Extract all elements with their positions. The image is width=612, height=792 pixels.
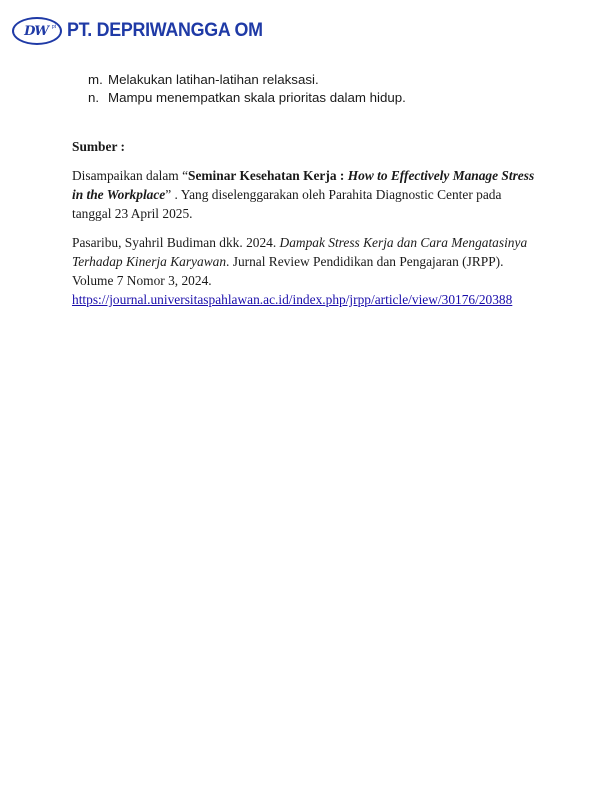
list-item bbox=[88, 89, 406, 107]
seminar-topic: How to Effectively Manage Stress in the Workplace bbox=[72, 168, 535, 202]
list-item-text: Mampu menempatkan skala prioritas dalam hidup. bbox=[108, 90, 406, 105]
journal-article-title: Dampak Stress Kerja dan Cara Mengatasinya Terhadap Kinerja Karyawan bbox=[72, 235, 528, 269]
list-item bbox=[88, 71, 406, 89]
sources-heading: Sumber : bbox=[72, 139, 125, 154]
seminar-details: . Yang diselenggarakan oleh Parahita Diagnostic Center pada tanggal 23 April 2025. bbox=[72, 187, 502, 221]
seminar-name: Seminar Kesehatan Kerja : bbox=[188, 168, 348, 183]
seminar-quote-close: ” bbox=[165, 187, 175, 202]
company-logo bbox=[12, 17, 62, 45]
source-journal bbox=[72, 233, 542, 309]
company-name: PT. DEPRIWANGGA OM bbox=[67, 20, 263, 41]
page-header bbox=[12, 15, 275, 47]
seminar-lead: Disampaikan dalam “ bbox=[72, 168, 189, 183]
list-marker: m. bbox=[88, 72, 103, 87]
journal-authors: Pasaribu, Syahril Budiman dkk. 2024. bbox=[72, 235, 280, 250]
journal-url-link[interactable]: https://journal.universitaspahlawan.ac.id/index.php/jrpp/article/view/30176/20388 bbox=[72, 292, 513, 307]
logo-mark: pt bbox=[51, 24, 56, 30]
journal-details: . Jurnal Review Pendidikan dan Pengajaran (JRPP). Volume 7 Nomor 3, 2024. bbox=[72, 254, 504, 288]
list-marker: n. bbox=[88, 90, 100, 105]
logo-text: DW bbox=[24, 23, 48, 39]
source-seminar bbox=[72, 166, 542, 223]
list-item-text: Melakukan latihan-latihan relaksasi. bbox=[108, 72, 319, 87]
tips-list bbox=[88, 71, 406, 107]
